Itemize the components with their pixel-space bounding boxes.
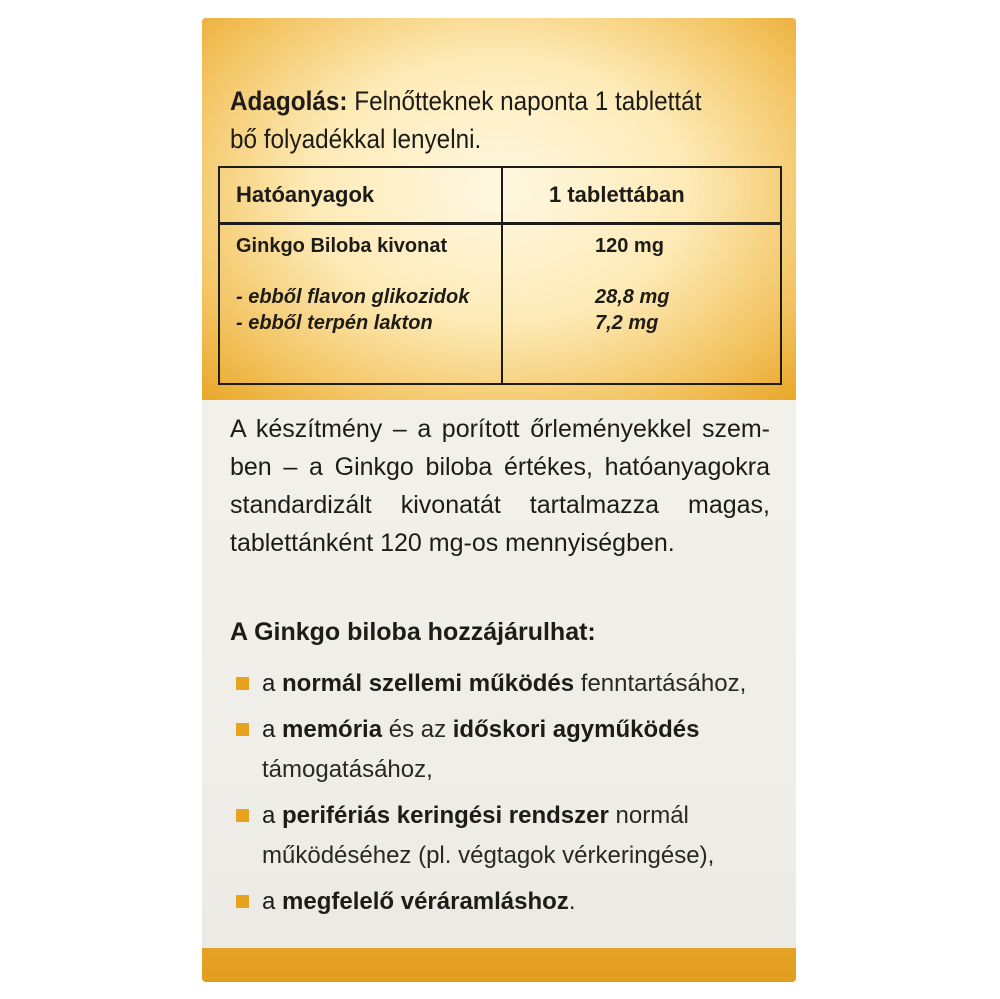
description-line: tablettánként 120 mg-os mennyiségben.	[230, 529, 675, 557]
ingredient-amount: 28,8 mg	[595, 286, 670, 308]
square-bullet-icon	[236, 895, 249, 908]
benefits-heading: A Ginkgo biloba hozzájárulhat:	[230, 618, 596, 646]
list-item: a perifériás keringési rendszer normál működéséhez (pl. végtagok vérkeringése),	[236, 796, 776, 876]
header-ingredients: Hatóanyagok	[219, 167, 502, 224]
ingredient-amounts-cell	[502, 224, 781, 385]
ingredient-name: - ebből flavon glikozidok	[236, 286, 470, 308]
description-line: ben – a Ginkgo biloba értékes, hatóanyagokra	[230, 453, 770, 481]
table-header-row	[219, 167, 781, 224]
list-item: a normál szellemi működés fenntartásához,	[236, 664, 776, 704]
ingredient-name: - ebből terpén lakton	[236, 312, 433, 334]
dosage-line1: Felnőtteknek naponta 1 tablettát	[354, 86, 702, 116]
ingredient-amount: 7,2 mg	[595, 312, 659, 334]
list-item: a memória és az időskori agyműködés támogatásához,	[236, 710, 776, 790]
dosage-text	[230, 82, 770, 158]
square-bullet-icon	[236, 677, 249, 690]
ingredient-name: Ginkgo Biloba kivonat	[236, 235, 448, 257]
table-row	[219, 224, 781, 385]
square-bullet-icon	[236, 723, 249, 736]
description-line: A készítmény – a porított őrleményekkel szem-	[230, 415, 770, 443]
ingredients-table	[218, 166, 782, 385]
square-bullet-icon	[236, 809, 249, 822]
dosage-label: Adagolás:	[230, 86, 348, 116]
list-item: a megfelelő véráramláshoz.	[236, 882, 776, 922]
product-label-panel	[202, 18, 796, 982]
description-line: standardizált kivonatát tartalmazza magas,	[230, 491, 770, 519]
dosage-line2: bő folyadékkal lenyelni.	[230, 124, 482, 154]
ingredient-amount: 120 mg	[595, 235, 664, 257]
benefits-list	[236, 664, 776, 928]
header-per-tablet: 1 tablettában	[502, 167, 781, 224]
product-description	[230, 410, 770, 562]
ingredient-names-cell	[219, 224, 502, 385]
